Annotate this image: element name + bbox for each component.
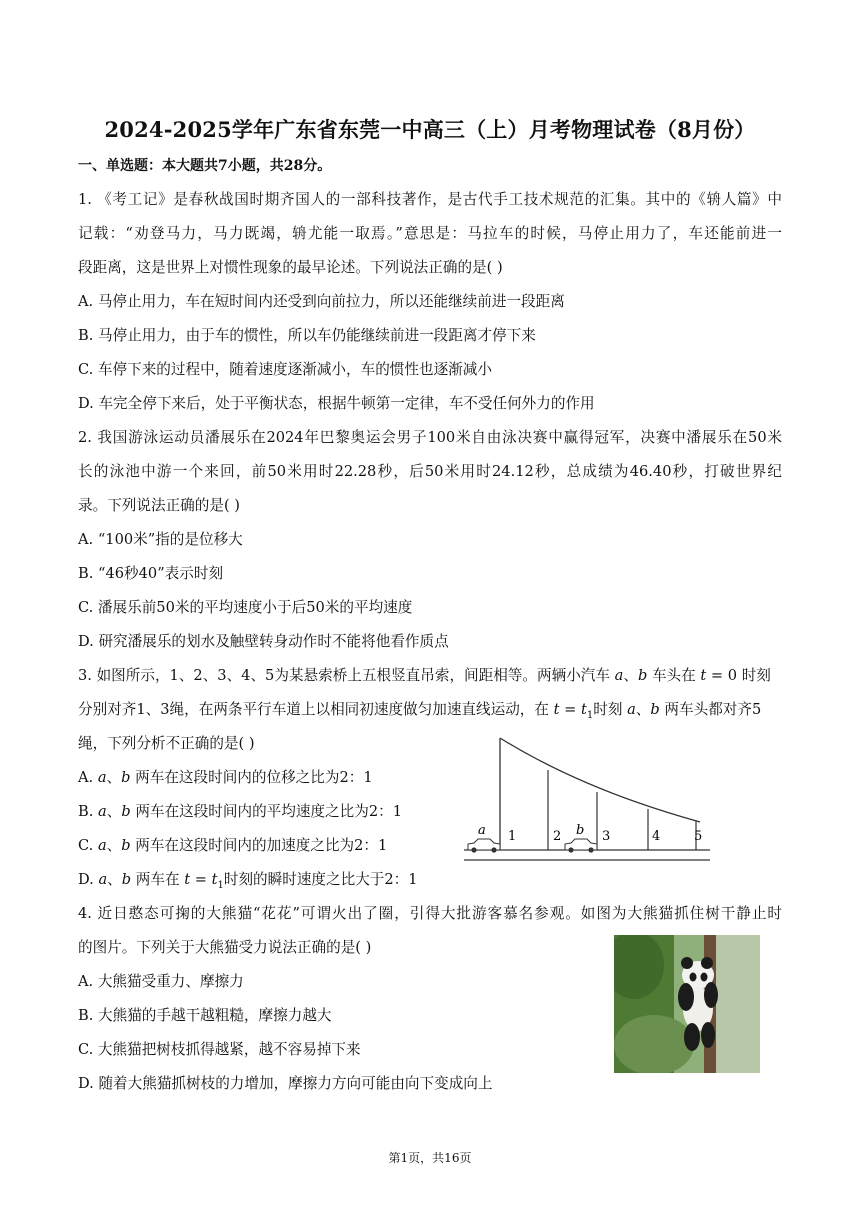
q3-option-d: D. a、b 两车在 $t = t_1$时刻的瞬时速度之比大于2：1 <box>78 871 418 891</box>
q2-stem-line2: 长的泳池中游一个来回，前50米用时22.28秒，后50米用时24.12秒，总成绩为46.40秒，打破世界纪 <box>78 463 782 480</box>
page-title: 2024-2025学年广东省东莞一中高三（上）月考物理试卷（8月份） <box>104 117 756 142</box>
bridge-cable <box>500 738 700 822</box>
q3-option-b: B. a、b 两车在这段时间内的平均速度之比为2：1 <box>78 803 402 820</box>
q2-option-c: C. 潘展乐前50米的平均速度小于后50米的平均速度 <box>78 599 413 616</box>
suspension-bridge-diagram <box>464 730 714 866</box>
q3-option-a: A. a、b 两车在这段时间内的位移之比为2：1 <box>78 769 373 786</box>
q1-stem-line1: 1. 《考工记》是春秋战国时期齐国人的一部科技著作，是古代手工技术规范的汇集。其中的《辀人篇》中 <box>78 191 782 208</box>
rope-label-2: 2 <box>553 829 562 844</box>
q3-stem-line3: 绳，下列分析不正确的是( ) <box>78 735 255 752</box>
panda-photo <box>614 935 760 1073</box>
q3-stem-line2: 分别对齐1、3绳，在两条平行车道上以相同初速度做匀加速直线运动，在 $t = t_1$时刻 a、b 两车头都对齐5 <box>78 701 762 721</box>
rope-label-4: 4 <box>652 829 661 844</box>
q2-option-b: B. “46秒40”表示时刻 <box>78 565 224 582</box>
q4-option-d: D. 随着大熊猫抓树枝的力增加，摩擦力方向可能由向下变成向上 <box>78 1075 493 1092</box>
q4-option-a: A. 大熊猫受重力、摩擦力 <box>78 973 244 990</box>
q1-option-d: D. 车完全停下来后，处于平衡状态，根据牛顿第一定律，车不受任何外力的作用 <box>78 395 595 412</box>
car-label-a: a <box>478 823 486 838</box>
q2-option-d: D. 研究潘展乐的划水及触壁转身动作时不能将他看作质点 <box>78 633 449 650</box>
q4-stem-line2: 的图片。下列关于大熊猫受力说法正确的是( ) <box>78 939 372 956</box>
section-heading: 一、单选题：本大题共7小题，共28分。 <box>78 158 332 174</box>
q2-option-a: A. “100米”指的是位移大 <box>78 531 243 548</box>
q4-stem-line1: 4. 近日憨态可掬的大熊猫“花花”可谓火出了圈，引得大批游客慕名参观。如图为大熊猫抓住树干静止时 <box>78 905 782 922</box>
q2-stem-line3: 录。下列说法正确的是( ) <box>78 497 240 514</box>
q1-option-b: B. 马停止用力，由于车的惯性，所以车仍能继续前进一段距离才停下来 <box>78 327 536 344</box>
rope-label-1: 1 <box>508 829 517 844</box>
q1-stem-line2: 记载：“劝登马力，马力既竭，辀尤能一取焉。”意思是：马拉车的时候，马停止用力了，车还能前进一 <box>78 225 782 242</box>
q3-option-c: C. a、b 两车在这段时间内的加速度之比为2：1 <box>78 837 388 854</box>
q2-stem-line1: 2. 我国游泳运动员潘展乐在2024年巴黎奥运会男子100米自由泳决赛中赢得冠军，决赛中潘展乐在50米 <box>78 429 782 446</box>
car-label-b: b <box>576 823 585 838</box>
q4-option-b: B. 大熊猫的手越干越粗糙，摩擦力越大 <box>78 1007 332 1024</box>
page-footer: 第1页，共16页 <box>388 1151 472 1165</box>
q3-stem-line1: 3. 如图所示，1、2、3、4、5为某悬索桥上五根竖直吊索，间距相等。两辆小汽车 a、b 车头在 t = 0 时刻 <box>78 667 771 684</box>
q1-option-a: A. 马停止用力，车在短时间内还受到向前拉力，所以还能继续前进一段距离 <box>78 293 565 310</box>
q1-stem-line3: 段距离，这是世界上对惯性现象的最早论述。下列说法正确的是( ) <box>78 259 503 276</box>
q4-option-c: C. 大熊猫把树枝抓得越紧，越不容易掉下来 <box>78 1041 361 1058</box>
rope-label-5: 5 <box>694 829 703 844</box>
rope-label-3: 3 <box>602 829 611 844</box>
q1-option-c: C. 车停下来的过程中，随着速度逐渐减小，车的惯性也逐渐减小 <box>78 361 492 378</box>
